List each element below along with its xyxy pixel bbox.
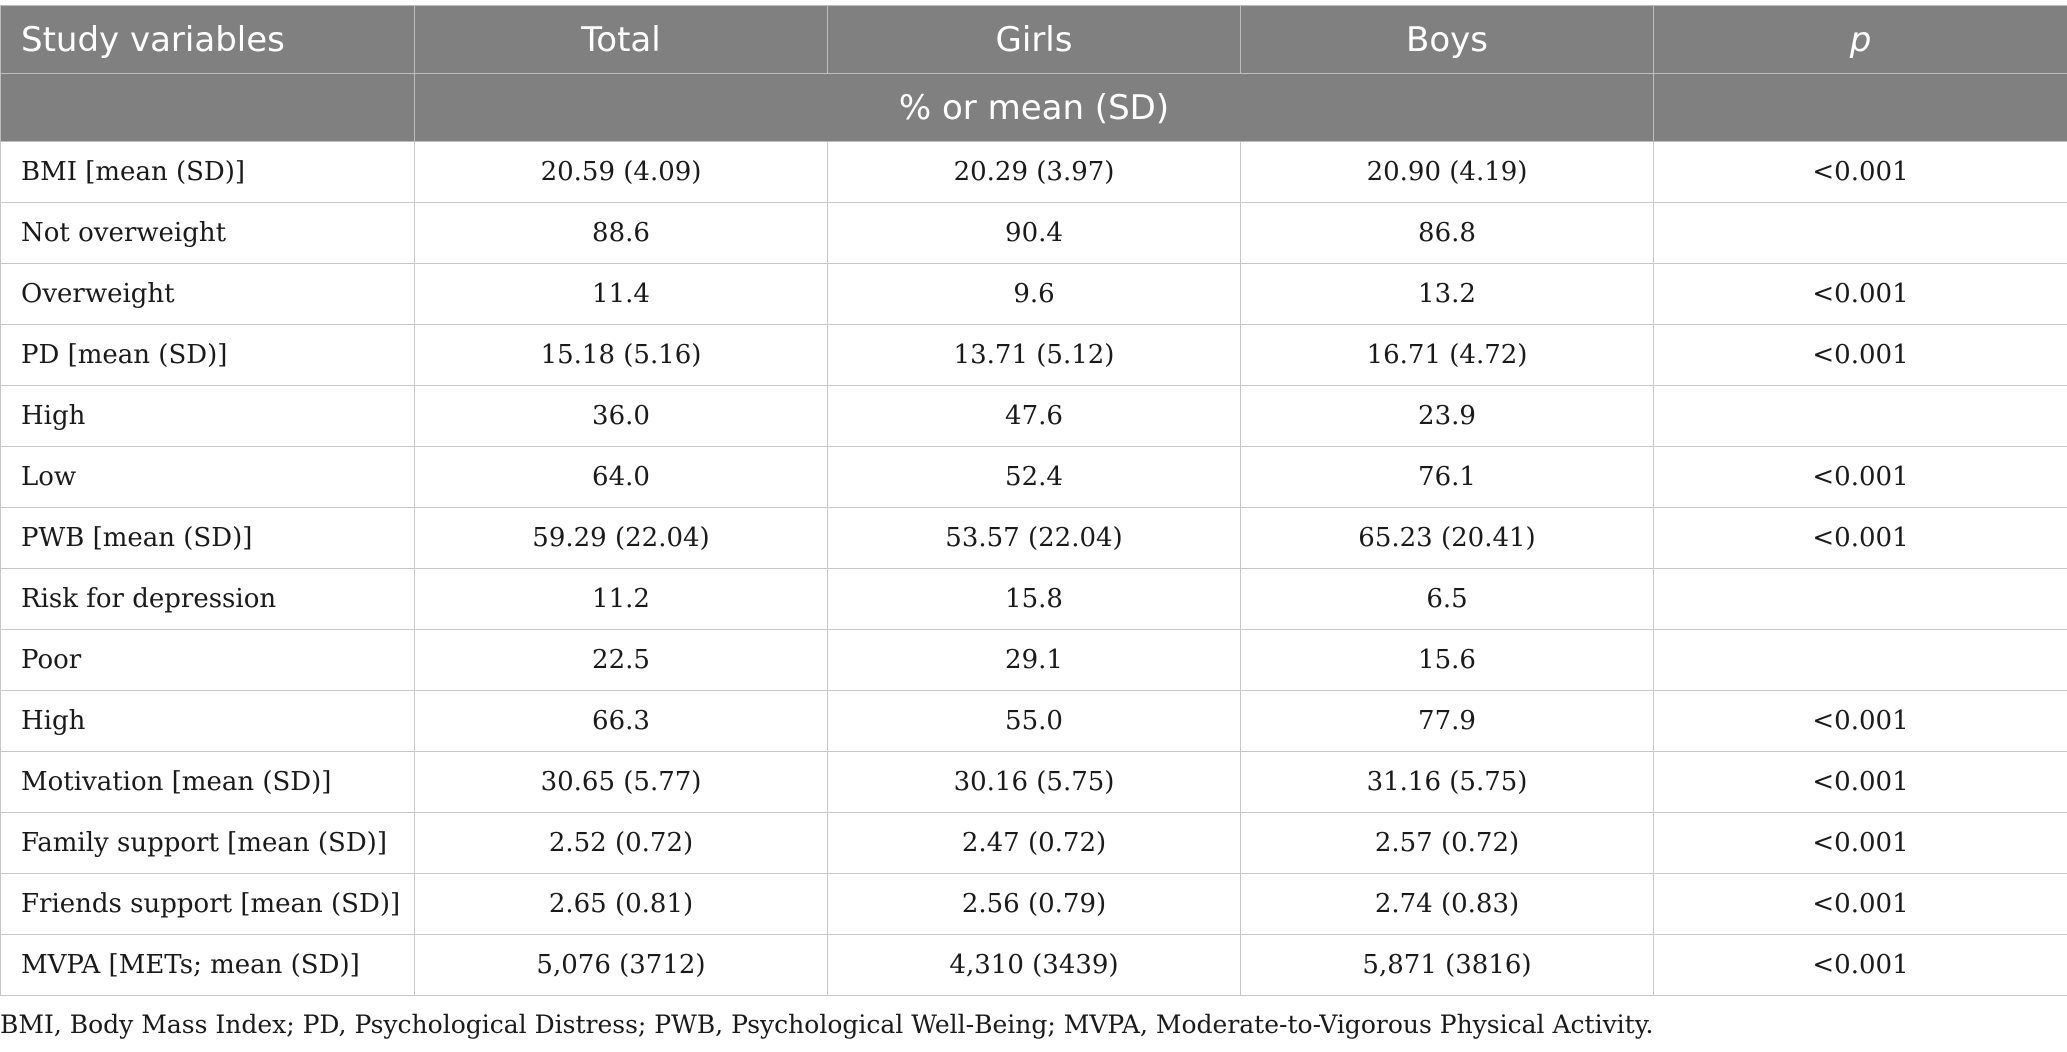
row-label: Family support [mean (SD)] — [1, 813, 415, 874]
cell-total: 2.52 (0.72) — [415, 813, 828, 874]
header-row — [1, 6, 2067, 74]
cell-boys: 65.23 (20.41) — [1241, 508, 1654, 569]
cell-girls: 30.16 (5.75) — [828, 752, 1241, 813]
cell-boys: 31.16 (5.75) — [1241, 752, 1654, 813]
subheader-row — [1, 74, 2067, 142]
cell-girls: 53.57 (22.04) — [828, 508, 1241, 569]
cell-girls: 2.56 (0.79) — [828, 874, 1241, 935]
row-label: PWB [mean (SD)] — [1, 508, 415, 569]
cell-p: <0.001 — [1654, 935, 2067, 996]
cell-total: 11.2 — [415, 569, 828, 630]
cell-boys: 6.5 — [1241, 569, 1654, 630]
table-row — [1, 935, 2067, 996]
cell-total: 59.29 (22.04) — [415, 508, 828, 569]
cell-girls: 47.6 — [828, 386, 1241, 447]
cell-boys: 13.2 — [1241, 264, 1654, 325]
row-label: Overweight — [1, 264, 415, 325]
table-row — [1, 752, 2067, 813]
cell-boys: 2.74 (0.83) — [1241, 874, 1654, 935]
table-row — [1, 142, 2067, 203]
cell-boys: 16.71 (4.72) — [1241, 325, 1654, 386]
table-footnote: BMI, Body Mass Index; PD, Psychological Distress; PWB, Psychological Well-Being; MVPA, Moderate-to-Vigorous Physical Activity. — [0, 1010, 1654, 1039]
cell-girls: 20.29 (3.97) — [828, 142, 1241, 203]
cell-boys: 5,871 (3816) — [1241, 935, 1654, 996]
cell-boys: 76.1 — [1241, 447, 1654, 508]
cell-p: <0.001 — [1654, 264, 2067, 325]
header-boys: Boys — [1241, 6, 1654, 74]
cell-total: 88.6 — [415, 203, 828, 264]
cell-girls: 2.47 (0.72) — [828, 813, 1241, 874]
cell-p: <0.001 — [1654, 874, 2067, 935]
subheader-unit: % or mean (SD) — [415, 74, 1654, 142]
row-label: BMI [mean (SD)] — [1, 142, 415, 203]
cell-boys: 20.90 (4.19) — [1241, 142, 1654, 203]
cell-total: 2.65 (0.81) — [415, 874, 828, 935]
table-row — [1, 447, 2067, 508]
cell-boys: 2.57 (0.72) — [1241, 813, 1654, 874]
cell-total: 64.0 — [415, 447, 828, 508]
row-label: PD [mean (SD)] — [1, 325, 415, 386]
subheader-empty-left — [1, 74, 415, 142]
row-label: Low — [1, 447, 415, 508]
table-row — [1, 813, 2067, 874]
cell-girls: 52.4 — [828, 447, 1241, 508]
table-row — [1, 630, 2067, 691]
cell-girls: 4,310 (3439) — [828, 935, 1241, 996]
table-row — [1, 386, 2067, 447]
header-study-variables: Study variables — [1, 6, 415, 74]
table-row — [1, 569, 2067, 630]
subheader-empty-right — [1654, 74, 2067, 142]
row-label: High — [1, 386, 415, 447]
row-label: Poor — [1, 630, 415, 691]
row-label: Motivation [mean (SD)] — [1, 752, 415, 813]
cell-p: <0.001 — [1654, 813, 2067, 874]
cell-girls: 29.1 — [828, 630, 1241, 691]
cell-total: 5,076 (3712) — [415, 935, 828, 996]
cell-p: <0.001 — [1654, 447, 2067, 508]
cell-p — [1654, 203, 2067, 264]
cell-total: 11.4 — [415, 264, 828, 325]
row-label: MVPA [METs; mean (SD)] — [1, 935, 415, 996]
cell-girls: 9.6 — [828, 264, 1241, 325]
cell-p — [1654, 630, 2067, 691]
table-row — [1, 264, 2067, 325]
cell-boys: 77.9 — [1241, 691, 1654, 752]
table-row — [1, 874, 2067, 935]
cell-boys: 86.8 — [1241, 203, 1654, 264]
cell-total: 20.59 (4.09) — [415, 142, 828, 203]
cell-p — [1654, 569, 2067, 630]
row-label: High — [1, 691, 415, 752]
table-row — [1, 691, 2067, 752]
cell-total: 30.65 (5.77) — [415, 752, 828, 813]
cell-girls: 90.4 — [828, 203, 1241, 264]
cell-girls: 55.0 — [828, 691, 1241, 752]
cell-boys: 23.9 — [1241, 386, 1654, 447]
cell-girls: 13.71 (5.12) — [828, 325, 1241, 386]
cell-total: 66.3 — [415, 691, 828, 752]
cell-p: <0.001 — [1654, 752, 2067, 813]
row-label: Not overweight — [1, 203, 415, 264]
cell-p: <0.001 — [1654, 142, 2067, 203]
cell-boys: 15.6 — [1241, 630, 1654, 691]
cell-girls: 15.8 — [828, 569, 1241, 630]
header-p: p — [1654, 6, 2067, 74]
study-variables-table — [0, 5, 2067, 996]
table-row — [1, 508, 2067, 569]
cell-p: <0.001 — [1654, 325, 2067, 386]
cell-total: 36.0 — [415, 386, 828, 447]
table-row — [1, 325, 2067, 386]
cell-total: 15.18 (5.16) — [415, 325, 828, 386]
header-girls: Girls — [828, 6, 1241, 74]
row-label: Risk for depression — [1, 569, 415, 630]
cell-p — [1654, 386, 2067, 447]
cell-p: <0.001 — [1654, 691, 2067, 752]
header-total: Total — [415, 6, 828, 74]
row-label: Friends support [mean (SD)] — [1, 874, 415, 935]
cell-total: 22.5 — [415, 630, 828, 691]
cell-p: <0.001 — [1654, 508, 2067, 569]
table-row — [1, 203, 2067, 264]
